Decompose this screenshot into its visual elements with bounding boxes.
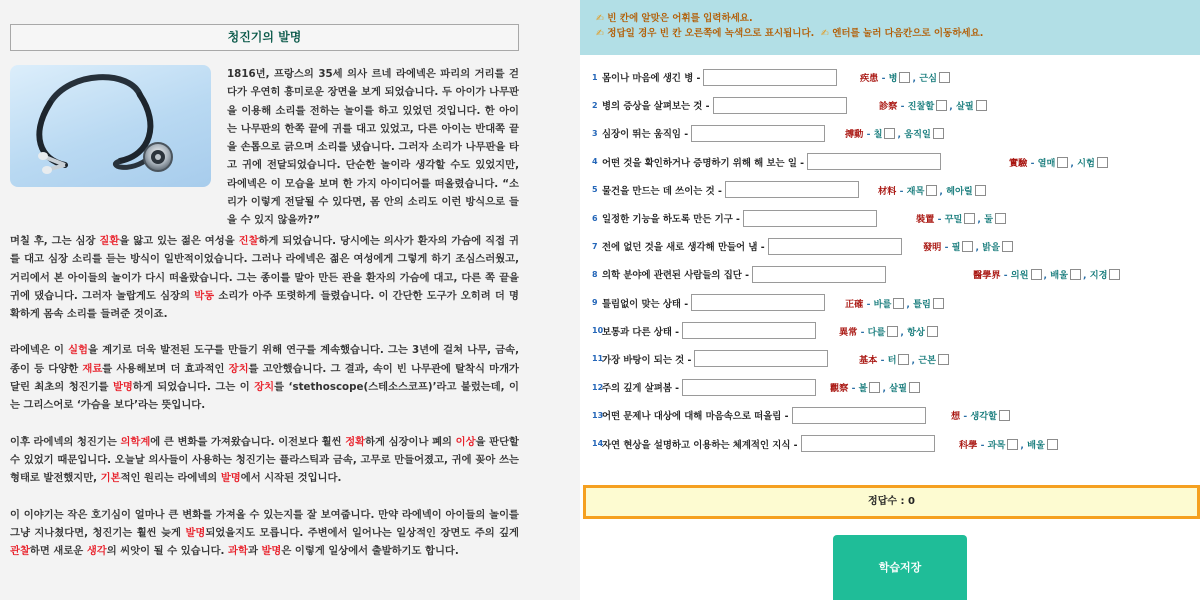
pencil-icon: ✍ (820, 28, 829, 39)
paragraph-text: 이후 라에넥의 청진기는 (10, 435, 121, 448)
stethoscope-image (10, 65, 211, 187)
hint-meaning: 헤아릴 (946, 185, 973, 197)
paragraph-text: 하게 심장이나 폐의 (365, 435, 456, 448)
hanja-word: 實驗 (1009, 157, 1028, 169)
paragraph-text: 며칠 후, 그는 심장 (10, 235, 100, 247)
hanja-word: 異常 (839, 326, 858, 338)
question-text: 주의 깊게 살펴봄 - (602, 383, 680, 395)
hanja-word: 想 (951, 411, 961, 423)
hanja-word: 正確 (845, 298, 864, 310)
hanja-word: 基本 (859, 354, 878, 366)
paragraph-text: 의 씨앗이 될 수 있습니다. (106, 545, 229, 558)
hanja-word: 材料 (878, 185, 897, 197)
hint-checkbox[interactable] (976, 100, 987, 111)
question-row (592, 401, 1192, 429)
question-row (592, 63, 1192, 91)
hanja-hints: 實驗 - 열매 , 시험 (1009, 155, 1110, 169)
question-row (592, 260, 1192, 288)
hanja-hints: 搏動 - 칠 , 움직일 (845, 126, 946, 140)
hint-checkbox[interactable] (933, 128, 944, 139)
hint-meaning: 밝을 (982, 242, 1000, 254)
paragraph-text: 에 큰 변화를 가져왔습니다. 이전보다 훨씬 (150, 435, 346, 448)
question-text: 심장이 뛰는 움직임 - (602, 129, 689, 141)
hint-checkbox[interactable] (1097, 157, 1108, 168)
question-number: 4 (592, 157, 598, 167)
hint-meaning: 다를 (867, 326, 886, 338)
hint-meaning: 바를 (873, 298, 892, 310)
question-row (592, 289, 1192, 317)
hint-checkbox[interactable] (927, 326, 938, 337)
highlighted-word: 장치 (228, 362, 249, 375)
answer-input[interactable] (694, 350, 828, 367)
hanja-hints: 裝置 - 꾸밀 , 둘 (916, 211, 1008, 225)
highlighted-word: 발명 (220, 472, 241, 485)
question-number: 7 (592, 241, 598, 251)
answer-input[interactable] (752, 266, 886, 283)
highlighted-word: 관찰 (10, 545, 30, 558)
hint-meaning: 지경 (1089, 270, 1108, 282)
hint-checkbox[interactable] (899, 72, 910, 83)
question-row (592, 148, 1192, 176)
hint-checkbox[interactable] (999, 410, 1010, 421)
article-paragraph (10, 341, 519, 414)
hint-checkbox[interactable] (884, 128, 895, 139)
paragraph-text: 를 ‘stethoscope(스테소스코프)’라고 불렀는데, 이는 그리스어로 ‘가슴을 보다’라는 뜻입니다. (10, 381, 520, 412)
hint-checkbox[interactable] (939, 72, 950, 83)
hint-meaning: 살필 (955, 101, 974, 113)
hint-checkbox[interactable] (893, 298, 904, 309)
question-number: 12 (592, 382, 604, 392)
hint-meaning: 근심 (919, 73, 937, 85)
hint-checkbox[interactable] (887, 326, 898, 337)
paragraph-text: 을 판단할 수 있었기 때문입니다. 오늘날 의사들이 사용하는 청진기는 플라스틱과 금속, 고무로 만들어졌고, 귀에 꽂아 쓰는 형태로 발전했지만, (10, 435, 519, 485)
hint-meaning: 살필 (889, 383, 907, 395)
answer-input[interactable] (768, 238, 902, 255)
paragraph-text: 소리가 아주 또렷하게 들렸습니다. 이 간단한 도구가 오히려 더 명확하게 몸속 소리를 들려준 것이죠. (10, 289, 520, 321)
question-row (592, 317, 1192, 345)
answer-input[interactable] (691, 125, 825, 142)
question-number: 14 (592, 439, 604, 449)
hanja-word: 診察 (879, 101, 898, 113)
question-number: 10 (592, 326, 604, 336)
instruction-line-1: 빈 칸에 알맞은 어휘를 입력하세요. (607, 13, 753, 24)
answer-input[interactable] (725, 181, 859, 198)
article-title: 청진기의 발명 (10, 24, 519, 51)
question-row (592, 373, 1192, 401)
hint-meaning: 움직일 (904, 129, 931, 141)
hint-meaning: 과목 (987, 439, 1006, 451)
hanja-hints: 材料 - 재목 , 헤아릴 (878, 183, 988, 197)
hint-meaning: 꾸밀 (944, 214, 963, 226)
hint-checkbox[interactable] (1007, 439, 1018, 450)
question-row (592, 91, 1192, 119)
question-row (592, 345, 1192, 373)
paragraph-text: 과 (247, 545, 262, 558)
paragraph-text: 라에넥은 이 (10, 344, 69, 357)
answer-input[interactable] (713, 97, 847, 114)
question-number: 8 (592, 269, 598, 279)
hint-checkbox[interactable] (995, 213, 1006, 224)
answer-input[interactable] (792, 407, 926, 424)
highlighted-word: 과학 (228, 545, 248, 558)
article-paragraph (10, 433, 519, 488)
highlighted-word: 발명 (112, 381, 133, 394)
hint-meaning: 병 (888, 73, 898, 85)
hint-checkbox[interactable] (962, 241, 973, 252)
paragraph-text: 이 이야기는 작은 호기심이 얼마나 큰 변화를 가져올 수 있는지를 잘 보여줍니다. 만약 라에넥이 아이들의 놀이를 그냥 지나쳤다면, 청진기는 훨씬 늦게 (10, 508, 519, 539)
hanja-hints: 科學 - 과목 , 배울 (959, 437, 1060, 451)
paragraph-text: 하게 되었습니다. 그는 이 (132, 381, 255, 394)
highlighted-word: 장치 (254, 381, 275, 394)
paragraph-text: 하면 새로운 (29, 545, 87, 558)
question-text: 물건을 만드는 데 쓰이는 것 - (602, 185, 722, 197)
hint-checkbox[interactable] (909, 382, 920, 393)
question-text: 전에 없던 것을 새로 생각해 만들어 냄 - (602, 242, 765, 254)
hint-meaning: 의원 (1010, 270, 1029, 282)
hanja-word: 發明 (923, 242, 942, 254)
question-text: 일정한 기능을 하도록 만든 기구 - (602, 214, 740, 226)
question-text: 보통과 다른 상태 - (602, 326, 680, 338)
question-row (592, 176, 1192, 204)
question-row (592, 232, 1192, 260)
highlighted-word: 기본 (100, 472, 121, 485)
highlighted-word: 진찰 (238, 235, 259, 247)
paragraph-text: 하게 되었습니다. 당시에는 의사가 환자의 가슴에 직접 귀를 대고 심장 소리를 듣는 방식이 일반적이었습니다. 그러나 라에넥은 젊은 여성에게 그렇게 하기 조심스러웠고, 거리에서 본 아이들의 놀이가 다시 떠올랐습니다. 그는 종이를 말아 만든 관을 환자의 가슴에 대고, 다른 쪽 끝을 귀에 댔습니다. 그러자 놀랍게도 심장의 (10, 235, 519, 302)
paragraph-text: 에서 시작된 것입니다. (240, 472, 342, 485)
instructions-banner (580, 0, 1200, 55)
hint-checkbox[interactable] (1070, 269, 1081, 280)
hint-checkbox[interactable] (1002, 241, 1013, 252)
hanja-hints: 異常 - 다를 , 항상 (839, 324, 940, 338)
hanja-word: 醫學界 (973, 270, 1001, 282)
instruction-line-2: 정답일 경우 빈 칸 오른쪽에 녹색으로 표시됩니다. (607, 28, 815, 39)
question-number: 9 (592, 298, 598, 308)
highlighted-word: 정확 (345, 435, 366, 448)
hint-meaning: 배울 (1027, 439, 1045, 451)
hint-checkbox[interactable] (936, 100, 947, 111)
highlighted-word: 발명 (185, 526, 206, 539)
paragraph-text: 을 앓고 있는 젊은 여성을 (119, 235, 239, 247)
question-number: 11 (592, 354, 604, 364)
hint-meaning: 볼 (858, 383, 868, 395)
highlighted-word: 의학계 (120, 435, 151, 448)
answer-input[interactable] (691, 294, 825, 311)
hint-meaning: 재목 (906, 185, 925, 197)
answer-input[interactable] (682, 379, 816, 396)
hint-meaning: 배울 (1050, 270, 1069, 282)
paragraph-text: 를 사용해보며 더 효과적인 (102, 362, 229, 375)
save-button[interactable]: 학습저장 (833, 535, 967, 600)
answer-input[interactable] (682, 322, 816, 339)
hint-meaning: 틀림 (913, 298, 931, 310)
hint-meaning: 둘 (984, 214, 993, 226)
answer-input[interactable] (801, 435, 935, 452)
hanja-word: 觀察 (830, 383, 849, 395)
question-number: 1 (592, 72, 598, 82)
question-text: 어떤 것을 확인하거나 증명하기 위해 해 보는 일 - (602, 157, 805, 169)
pencil-icon: ✍ (596, 28, 604, 39)
hanja-word: 科學 (959, 439, 978, 451)
hanja-hints: 發明 - 필 , 밝을 (923, 239, 1015, 253)
hint-checkbox[interactable] (1057, 157, 1068, 168)
highlighted-word: 박동 (194, 289, 215, 302)
question-row (592, 119, 1192, 147)
paragraph-text: 적인 원리는 라에넥의 (120, 472, 221, 485)
question-text: 가장 바탕이 되는 것 - (602, 354, 692, 366)
score-display: 정답수 : 0 (583, 485, 1200, 519)
answer-input[interactable] (743, 210, 877, 227)
question-row (592, 204, 1192, 232)
hint-checkbox[interactable] (1047, 439, 1058, 450)
hint-meaning: 생각할 (970, 411, 998, 423)
question-row (592, 429, 1192, 457)
question-text: 어떤 문제나 대상에 대해 마음속으로 떠올림 - (602, 411, 789, 423)
question-number: 3 (592, 128, 598, 138)
hanja-word: 疾患 (860, 73, 879, 85)
hint-checkbox[interactable] (898, 354, 909, 365)
hint-checkbox[interactable] (1031, 269, 1042, 280)
article-panel (0, 0, 580, 600)
highlighted-word: 이상 (455, 435, 476, 448)
hint-checkbox[interactable] (964, 213, 975, 224)
question-number: 5 (592, 185, 598, 195)
pencil-icon: ✍ (596, 13, 604, 24)
hint-checkbox[interactable] (1109, 269, 1120, 280)
hint-meaning: 필 (951, 242, 961, 254)
highlighted-word: 질환 (99, 235, 120, 247)
answer-input[interactable] (807, 153, 941, 170)
article-body (10, 232, 519, 578)
hint-checkbox[interactable] (869, 382, 880, 393)
hint-meaning: 진찰할 (907, 101, 935, 113)
answer-input[interactable] (703, 69, 837, 86)
article-intro: 1816년, 프랑스의 35세 의사 르네 라에넥은 파리의 거리를 걷다가 우연히 흥미로운 장면을 보게 되었습니다. 두 아이가 나무판을 이용해 소리를 전하는 놀이를 하고 있었던 것입니다. 한 아이는 나무판의 한쪽 끝에 귀를 대고 있었고, 다른 아이는 반대쪽 끝을 손톱으로 긁으며 소리를 냈습니다. 그러자 소리가 나무판을 타고 귀에 전달되었습니다. 단순한 놀이라 생각할 수도 있었지만, 라에넥은 이 모습을 보며 한 가지 아이디어를 떠올렸습니다. “소리가 이렇게 전달될 수 있다면, 몸 안의 소리도 이런 방식으로 들을 수 있지 않을까?” (227, 68, 519, 227)
hint-meaning: 시험 (1077, 157, 1095, 169)
highlighted-word: 재료 (82, 362, 103, 375)
quiz-panel (580, 0, 1200, 600)
question-number: 6 (592, 213, 598, 223)
question-number: 2 (592, 100, 598, 110)
hint-checkbox[interactable] (933, 298, 944, 309)
hint-meaning: 터 (887, 354, 897, 366)
highlighted-word: 실험 (68, 344, 88, 357)
paragraph-text: 을 계기로 더욱 발전된 도구를 만들기 위해 연구를 계속했습니다. 그는 3년에 걸쳐 나무, 금속, 종이 등 다양한 (10, 344, 520, 375)
question-number: 13 (592, 410, 604, 420)
hint-checkbox[interactable] (975, 185, 986, 196)
hanja-hints: 疾患 - 병 , 근심 (860, 70, 952, 84)
highlighted-word: 발명 (261, 545, 282, 558)
hint-meaning: 근본 (918, 354, 936, 366)
paragraph-text: 를 고안했습니다. 그 결과, 속이 빈 나무관에 탈착식 마개가 달린 최초의 청진기를 (10, 362, 519, 394)
question-text: 의학 분야에 관련된 사람들의 집단 - (602, 270, 749, 282)
paragraph-text: 되었을지도 모릅니다. 주변에서 일어나는 일상적인 장면도 주의 깊게 (205, 526, 520, 539)
hanja-hints: 醫學界 - 의원 , 배울 , 지경 (973, 267, 1122, 281)
hanja-hints: 診察 - 진찰할 , 살필 (879, 98, 989, 112)
hint-checkbox[interactable] (938, 354, 949, 365)
hint-meaning: 칠 (873, 129, 883, 141)
highlighted-word: 생각 (86, 545, 107, 558)
hanja-hints: 觀察 - 볼 , 살필 (830, 380, 922, 394)
article-paragraph (10, 506, 519, 561)
question-text: 틀림없이 맞는 상태 - (602, 298, 689, 310)
hanja-hints: 正確 - 바를 , 틀림 (845, 296, 946, 310)
question-list (592, 63, 1192, 458)
instruction-line-3: 엔터를 눌러 다음칸으로 이동하세요. (832, 28, 984, 39)
question-text: 병의 증상을 살펴보는 것 - (602, 101, 710, 113)
hint-checkbox[interactable] (926, 185, 937, 196)
question-text: 자연 현상을 설명하고 이용하는 체계적인 지식 - (602, 439, 798, 451)
hanja-word: 裝置 (916, 214, 935, 226)
hanja-hints: 想 - 생각할 (951, 408, 1012, 422)
hanja-word: 搏動 (845, 129, 864, 141)
hint-meaning: 열매 (1037, 157, 1056, 169)
question-text: 몸이나 마음에 생긴 병 - (602, 73, 701, 85)
hint-meaning: 항상 (907, 326, 925, 338)
hanja-hints: 基本 - 터 , 근본 (859, 352, 951, 366)
article-paragraph (10, 232, 519, 323)
paragraph-text: 은 이렇게 일상에서 출발하기도 합니다. (281, 545, 459, 558)
